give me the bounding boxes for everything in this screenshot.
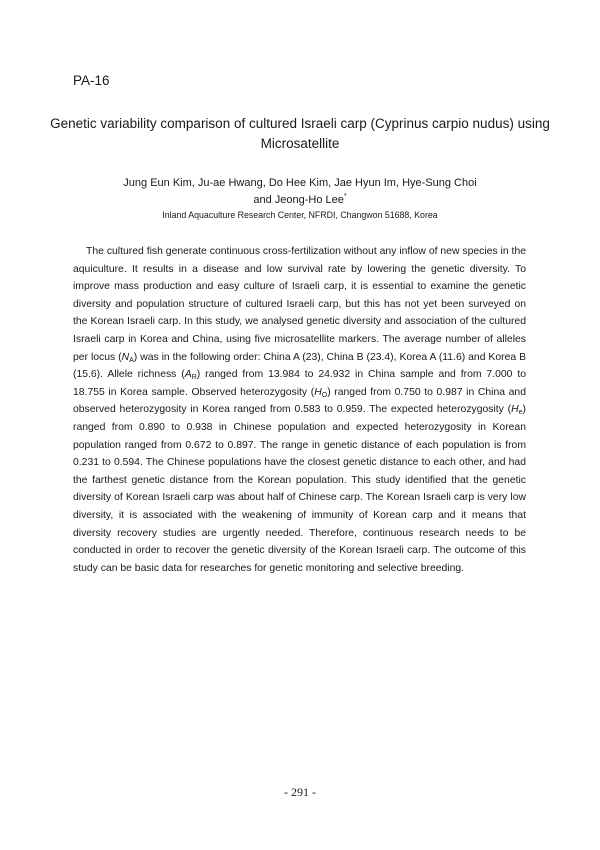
page-number: - 291 - (284, 785, 316, 799)
abstract-text: ) ranged from 0.890 to 0.938 in Chinese population and expected heterozygosity in Korean population ranged from 0.672 to 0.897. The range in genetic distance of each population is from 0.231 to 0.594. The Chinese populations have the closest genetic distance to each other, and had the farthest genetic distance from the Korean population. This study identified that the genetic diversity of Korean Israeli carp was about half of Chinese carp. The Korean Israeli carp is very low diversity, it is associated with the weakening of immunity of Korean carp and it means that diversity recovery studies are urgently needed. Therefore, continuous research needs to be conducted in order to recover the genetic diversity of the Korean Israeli carp. The outcome of this study can be basic data for researches for genetic monitoring and selective breeding. (73, 404, 526, 574)
abstract-text: The cultured fish generate continuous cross-fertilization without any inflow of new species in the aquiculture. It results in a disease and low survival rate by lowering the genetic diversity. To improve mass production and easy culture of Israeli carp, it is essential to examine the genetic diversity and population structure of cultured Israeli carp, but this has not yet been surveyed on the Korean Israeli carp. In this study, we analysed genetic diversity and association of the cultured Israeli carp in Korea and China, using five microsatellite markers. The average number of alleles per locus ( (73, 246, 526, 363)
ar-symbol: A (184, 369, 192, 381)
he-symbol: H (511, 404, 519, 416)
abstract-body (73, 243, 526, 577)
authors-line-1: Jung Eun Kim, Ju-ae Hwang, Do Hee Kim, Jae Hyun Im, Hye-Sung Choi (123, 177, 477, 189)
corresponding-author-mark: * (343, 193, 347, 200)
ho-subscript: O (321, 391, 328, 399)
title-line-1: Genetic variability comparison of cultured Israeli carp (Cyprinus carpio nudus) using (50, 116, 550, 131)
na-subscript: A (129, 356, 134, 364)
authors-line-2: and Jeong-Ho Lee (253, 194, 344, 206)
abstract-text: ) was in the following order: China A (23), China B (23.4), Korea A (11.6) and Korea B (15.6). Allele richness ( (73, 351, 526, 381)
abstract-text: ) ranged from 0.750 to 0.987 in China and observed heterozygosity in Korea ranged from 0.583 to 0.959. The expected heterozygosity ( (73, 386, 526, 416)
ho-symbol: H (314, 386, 322, 398)
paper-title (40, 114, 560, 154)
he-subscript: e (518, 409, 523, 417)
paper-code: PA-16 (73, 73, 110, 88)
author-affiliation: Inland Aquaculture Research Center, NFRDI, Changwon 51688, Korea (162, 210, 438, 220)
abstract-text: ) ranged from 13.984 to 24.932 in China sample and from 7.000 to 18.755 in Korea sample. Observed heterozygosity ( (73, 369, 526, 398)
title-line-2: Microsatellite (260, 136, 340, 151)
author-list (100, 175, 500, 209)
ar-subscript: R (191, 374, 197, 382)
na-symbol: N (121, 351, 130, 363)
